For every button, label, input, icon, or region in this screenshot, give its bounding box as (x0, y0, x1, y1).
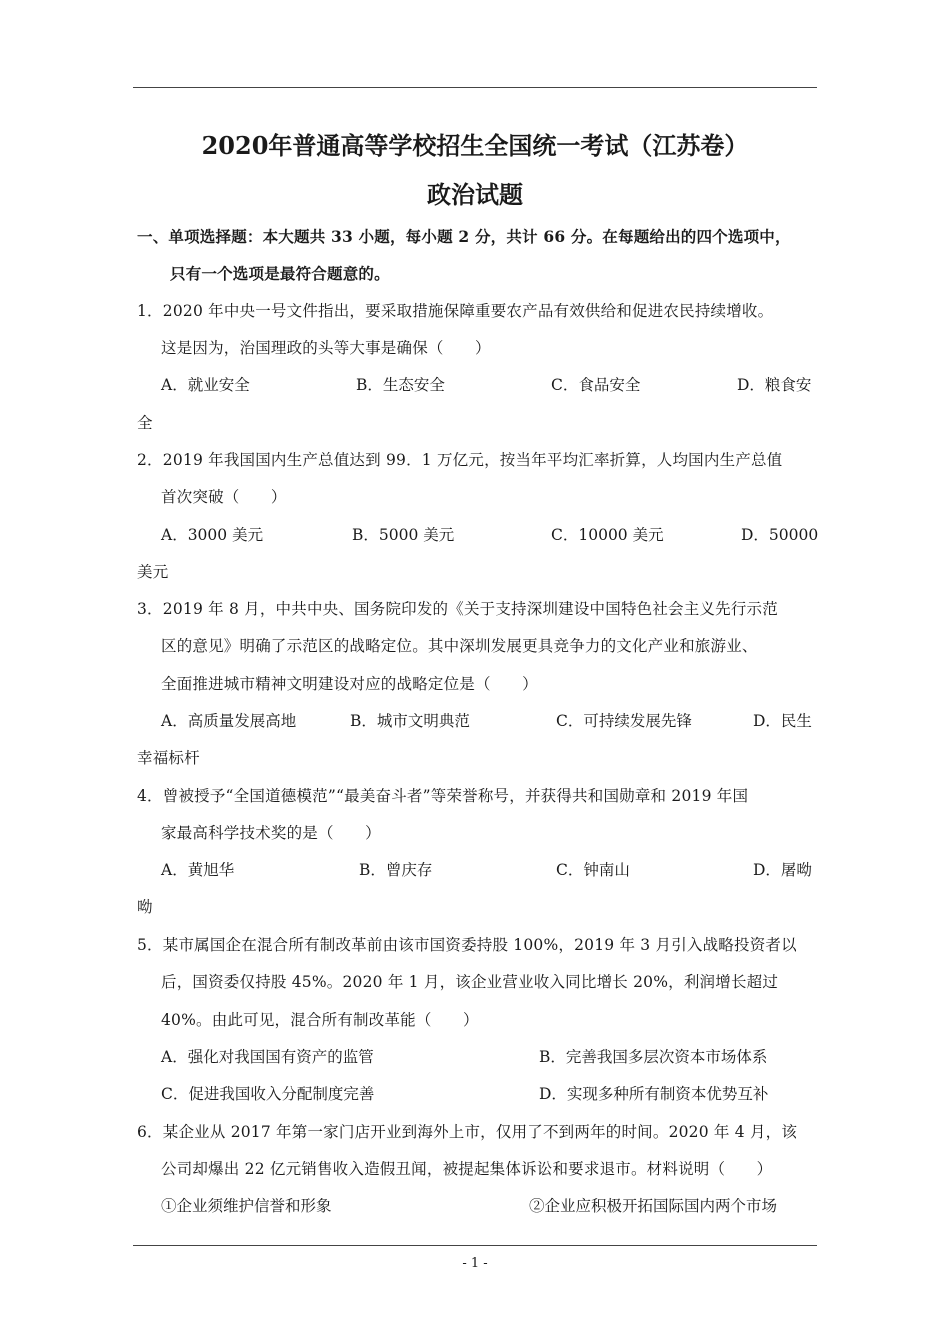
q5-stem-cont-1: 后，国资委仅持股 45%。2020 年 1 月，该企业营业收入同比增长 20%，利润增长超过 (161, 973, 779, 991)
footer-rule (133, 1245, 817, 1246)
q3-stem: 3．2019 年 8 月，中共中央、国务院印发的《关于支持深圳建设中国特色社会主义先行示范 (137, 600, 778, 618)
q1-option-d: D．粮食安 (737, 376, 812, 394)
q1-stem: 1．2020 年中央一号文件指出，要采取措施保障重要农产品有效供给和促进农民持续增收。 (137, 302, 774, 320)
q4-option-c: C．钟南山 (556, 861, 630, 879)
q2-option-d: D．50000 (741, 526, 819, 544)
q4-option-a: A．黄旭华 (161, 861, 235, 879)
q5-option-a: A．强化对我国国有资产的监管 (161, 1048, 374, 1066)
exam-subtitle: 政治试题 (427, 180, 523, 209)
page-number: - 1 - (462, 1256, 488, 1271)
q3-option-c: C．可持续发展先锋 (556, 712, 692, 730)
q4-option-d: D．屠呦 (753, 861, 812, 879)
q1-option-b: B．生态安全 (356, 376, 445, 394)
q3-option-b: B．城市文明典范 (350, 712, 470, 730)
q3-option-a: A．高质量发展高地 (161, 712, 297, 730)
q3-option-d: D．民生 (753, 712, 812, 730)
q3-stem-cont-2: 全面推进城市精神文明建设对应的战略定位是（ ） (161, 675, 538, 693)
q5-option-b: B．完善我国多层次资本市场体系 (539, 1048, 768, 1066)
q2-stem: 2．2019 年我国国内生产总值达到 99．1 万亿元，按当年平均汇率折算，人均国内生产总值 (137, 451, 783, 469)
section-heading-cont: 只有一个选项是最符合题意的。 (170, 264, 390, 283)
q2-option-a: A．3000 美元 (161, 526, 264, 544)
q5-option-c: C．促进我国收入分配制度完善 (161, 1085, 375, 1103)
q1-stem-cont: 这是因为，治国理政的头等大事是确保（ ） (161, 339, 491, 357)
q4-option-b: B．曾庆存 (359, 861, 433, 879)
q4-stem: 4．曾被授予“全国道德模范”“最美奋斗者”等荣誉称号，并获得共和国勋章和 2019 年国 (137, 787, 749, 805)
q2-stem-cont: 首次突破（ ） (161, 488, 287, 506)
section-heading: 一、单项选择题：本大题共 33 小题，每小题 2 分，共计 66 分。在每题给出的四个选项中， (137, 227, 791, 246)
q6-stem-cont: 公司却爆出 22 亿元销售收入造假丑闻，被提起集体诉讼和要求退市。材料说明（ ） (161, 1160, 773, 1178)
q1-option-d-wrap: 全 (137, 414, 153, 432)
q3-option-d-wrap: 幸福标杆 (137, 749, 200, 767)
q2-option-c: C．10000 美元 (551, 526, 664, 544)
exam-title: 2020年普通高等学校招生全国统一考试（江苏卷） (201, 131, 749, 160)
q3-stem-cont-1: 区的意见》明确了示范区的战略定位。其中深圳发展更具竞争力的文化产业和旅游业、 (161, 637, 758, 655)
q1-option-a: A．就业安全 (161, 376, 250, 394)
q6-statement-2: ②企业应积极开拓国际国内两个市场 (529, 1197, 778, 1215)
q2-option-d-wrap: 美元 (137, 563, 169, 581)
header-rule (133, 87, 817, 88)
q5-option-d: D．实现多种所有制资本优势互补 (539, 1085, 769, 1103)
q2-option-b: B．5000 美元 (352, 526, 455, 544)
q6-statement-1: ①企业须维护信誉和形象 (161, 1197, 332, 1215)
q6-stem: 6．某企业从 2017 年第一家门店开业到海外上市，仅用了不到两年的时间。2020 年 4 月，该 (137, 1123, 798, 1141)
q1-option-c: C．食品安全 (551, 376, 641, 394)
q5-stem-cont-2: 40%。由此可见，混合所有制改革能（ ） (161, 1011, 479, 1029)
q4-stem-cont: 家最高科学技术奖的是（ ） (161, 824, 381, 842)
q5-stem: 5．某市属国企在混合所有制改革前由该市国资委持股 100%，2019 年 3 月引入战略投资者以 (137, 936, 797, 954)
q4-option-d-wrap: 呦 (137, 898, 153, 916)
